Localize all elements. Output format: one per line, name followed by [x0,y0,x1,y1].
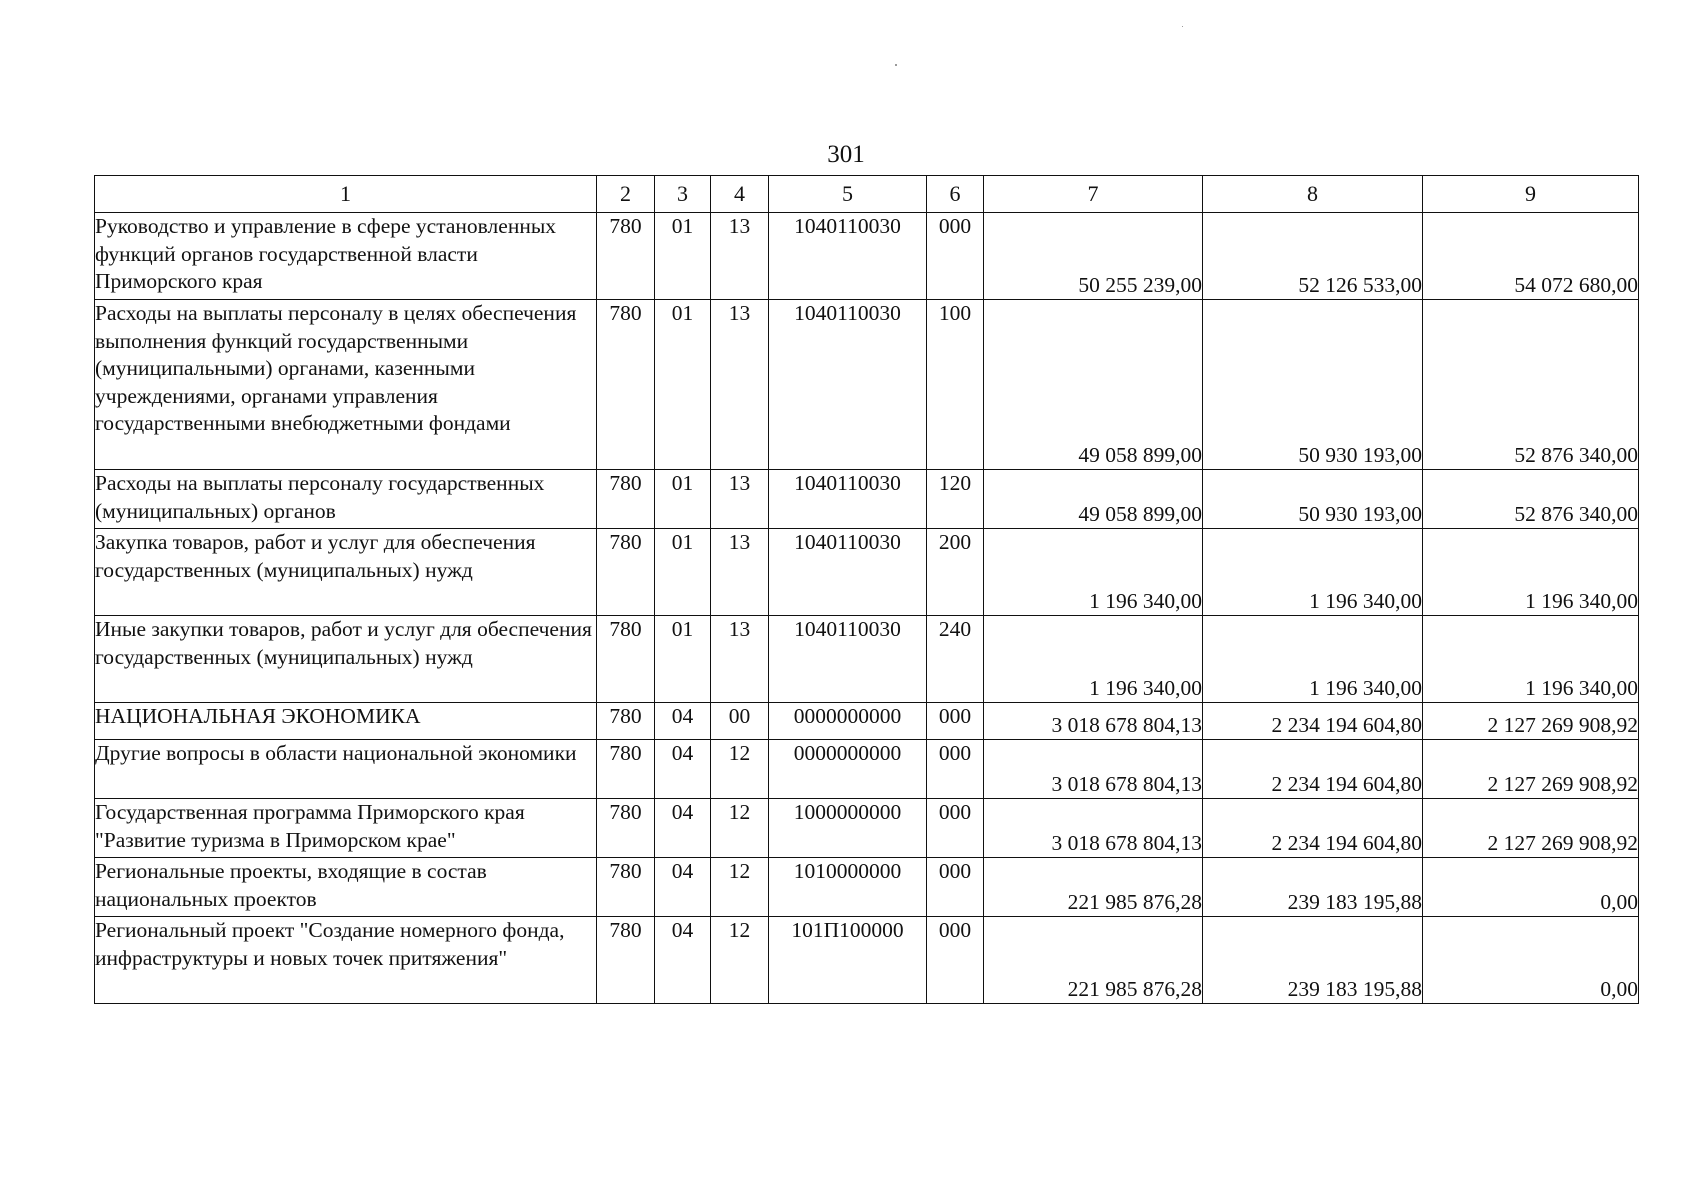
code-col5: 1040110030 [769,616,927,703]
amount-col8: 2 234 194 604,80 [1203,703,1423,740]
column-header: 9 [1423,176,1639,213]
table-header-row [95,176,1639,213]
code-col6: 000 [927,799,984,858]
row-name: Региональный проект "Создание номерного фонда, инфраструктуры и новых точек притяжения" [95,917,597,1004]
code-col5: 1040110030 [769,300,927,470]
code-col2: 780 [597,799,655,858]
code-col2: 780 [597,300,655,470]
code-col2: 780 [597,703,655,740]
amount-col7: 50 255 239,00 [984,213,1203,300]
amount-col9: 2 127 269 908,92 [1423,740,1639,799]
row-name: НАЦИОНАЛЬНАЯ ЭКОНОМИКА [95,703,597,740]
row-name: Руководство и управление в сфере установленных функций органов государственной власти Приморского края [95,213,597,300]
code-col2: 780 [597,917,655,1004]
code-col3: 04 [655,799,711,858]
code-col4: 12 [711,917,769,1004]
amount-col7: 1 196 340,00 [984,616,1203,703]
scan-speck [1182,26,1183,27]
code-col4: 13 [711,616,769,703]
code-col6: 000 [927,858,984,917]
column-header: 2 [597,176,655,213]
column-header: 4 [711,176,769,213]
amount-col7: 221 985 876,28 [984,917,1203,1004]
amount-col9: 52 876 340,00 [1423,470,1639,529]
column-header: 6 [927,176,984,213]
code-col4: 13 [711,213,769,300]
table-row [95,858,1639,917]
table-row [95,799,1639,858]
code-col5: 101П100000 [769,917,927,1004]
amount-col8: 50 930 193,00 [1203,300,1423,470]
amount-col8: 2 234 194 604,80 [1203,740,1423,799]
amount-col8: 50 930 193,00 [1203,470,1423,529]
amount-col9: 52 876 340,00 [1423,300,1639,470]
column-header: 8 [1203,176,1423,213]
row-name: Закупка товаров, работ и услуг для обеспечения государственных (муниципальных) нужд [95,529,597,616]
column-header: 3 [655,176,711,213]
code-col4: 13 [711,529,769,616]
amount-col7: 1 196 340,00 [984,529,1203,616]
code-col5: 1000000000 [769,799,927,858]
code-col6: 240 [927,616,984,703]
row-name: Другие вопросы в области национальной экономики [95,740,597,799]
code-col4: 12 [711,858,769,917]
code-col5: 1010000000 [769,858,927,917]
amount-col7: 3 018 678 804,13 [984,740,1203,799]
code-col5: 0000000000 [769,703,927,740]
code-col4: 13 [711,300,769,470]
table-row [95,213,1639,300]
code-col6: 100 [927,300,984,470]
code-col4: 13 [711,470,769,529]
column-header: 7 [984,176,1203,213]
amount-col7: 49 058 899,00 [984,470,1203,529]
table-row [95,917,1639,1004]
amount-col8: 2 234 194 604,80 [1203,799,1423,858]
table-row [95,616,1639,703]
table-row [95,470,1639,529]
code-col2: 780 [597,470,655,529]
code-col5: 1040110030 [769,529,927,616]
code-col6: 000 [927,917,984,1004]
code-col3: 01 [655,213,711,300]
code-col6: 000 [927,213,984,300]
code-col2: 780 [597,213,655,300]
row-name: Иные закупки товаров, работ и услуг для обеспечения государственных (муниципальных) нужд [95,616,597,703]
table-row [95,529,1639,616]
amount-col9: 1 196 340,00 [1423,529,1639,616]
code-col6: 000 [927,740,984,799]
scan-speck [895,64,897,66]
table-row [95,703,1639,740]
table-row [95,300,1639,470]
amount-col8: 1 196 340,00 [1203,616,1423,703]
code-col3: 04 [655,703,711,740]
code-col3: 01 [655,470,711,529]
amount-col9: 2 127 269 908,92 [1423,799,1639,858]
amount-col9: 1 196 340,00 [1423,616,1639,703]
amount-col8: 239 183 195,88 [1203,858,1423,917]
amount-col9: 54 072 680,00 [1423,213,1639,300]
amount-col8: 239 183 195,88 [1203,917,1423,1004]
amount-col7: 3 018 678 804,13 [984,703,1203,740]
column-header: 1 [95,176,597,213]
code-col6: 120 [927,470,984,529]
code-col2: 780 [597,529,655,616]
row-name: Расходы на выплаты персоналу в целях обеспечения выполнения функций государственными (муниципальными) органами, казенными учреждениями, органами управления государственными внебюджетными фондами [95,300,597,470]
code-col6: 200 [927,529,984,616]
code-col3: 04 [655,740,711,799]
row-name: Расходы на выплаты персоналу государственных (муниципальных) органов [95,470,597,529]
amount-col7: 3 018 678 804,13 [984,799,1203,858]
code-col4: 00 [711,703,769,740]
row-name: Региональные проекты, входящие в состав национальных проектов [95,858,597,917]
amount-col7: 49 058 899,00 [984,300,1203,470]
column-header: 5 [769,176,927,213]
code-col4: 12 [711,740,769,799]
code-col2: 780 [597,740,655,799]
amount-col9: 0,00 [1423,917,1639,1004]
budget-table [94,175,1639,1004]
code-col4: 12 [711,799,769,858]
row-name: Государственная программа Приморского края "Развитие туризма в Приморском крае" [95,799,597,858]
amount-col8: 1 196 340,00 [1203,529,1423,616]
amount-col9: 2 127 269 908,92 [1423,703,1639,740]
code-col2: 780 [597,616,655,703]
code-col3: 04 [655,917,711,1004]
code-col3: 01 [655,529,711,616]
code-col2: 780 [597,858,655,917]
amount-col9: 0,00 [1423,858,1639,917]
code-col3: 01 [655,300,711,470]
code-col5: 1040110030 [769,213,927,300]
page-number: 301 [827,141,865,168]
code-col3: 04 [655,858,711,917]
amount-col8: 52 126 533,00 [1203,213,1423,300]
code-col6: 000 [927,703,984,740]
code-col5: 0000000000 [769,740,927,799]
code-col3: 01 [655,616,711,703]
code-col5: 1040110030 [769,470,927,529]
amount-col7: 221 985 876,28 [984,858,1203,917]
table-row [95,740,1639,799]
